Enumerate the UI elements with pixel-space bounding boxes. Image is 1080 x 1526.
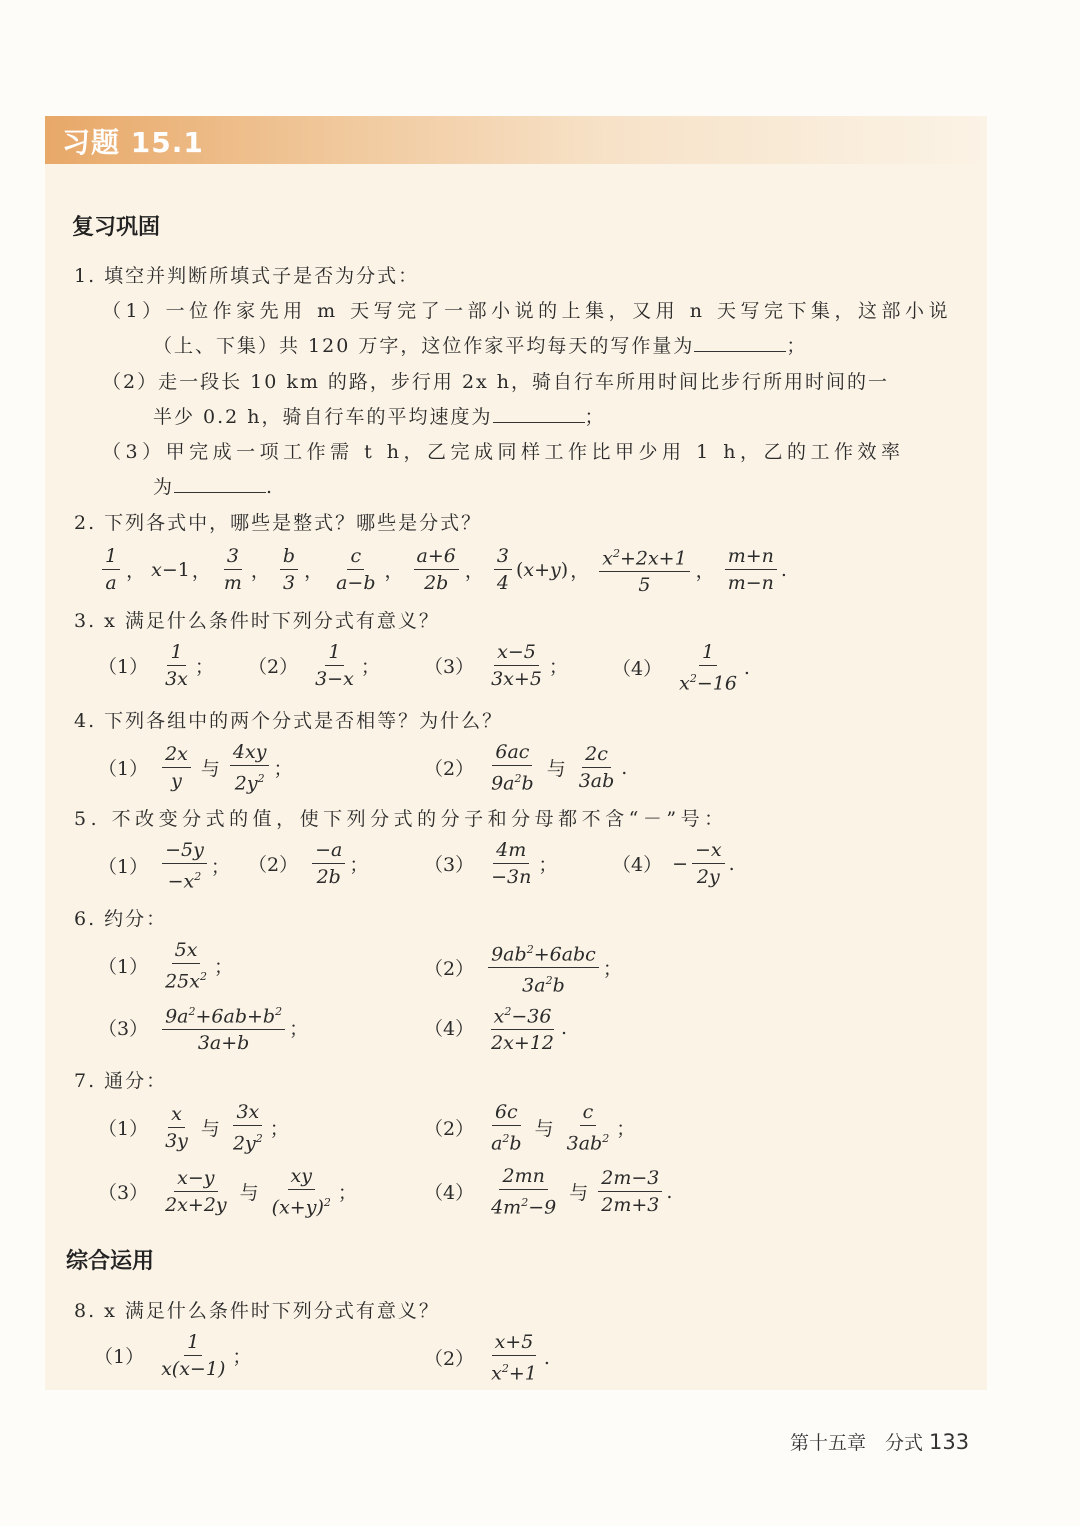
- q5-item1: （1） $\frac{-5y}{-x^2}$ ；: [98, 839, 230, 893]
- q1-part3-line1: （3）甲完成一项工作需 t h，乙完成同样工作比甲少用 1 h，乙的工作效率: [102, 441, 905, 463]
- q6-item2: （2） $\frac{9ab^2+6abc}{3a^2b}$ ；: [424, 938, 622, 998]
- page-number: 133: [929, 1430, 970, 1454]
- q7-stem: 7. 通分：: [74, 1070, 168, 1092]
- q5-item2: （2） $\frac{-a}{2b}$ ；: [248, 839, 369, 888]
- q2-stem: 2. 下列各式中，哪些是整式？哪些是分式？: [74, 512, 483, 534]
- q6-item4: （4） $\frac{x^2-36}{2x+12}$ .: [424, 1000, 567, 1055]
- section-apply-heading: 综合运用: [66, 1249, 155, 1274]
- q1-part2-line1: （2）走一段长 10 km 的路，步行用 2x h，骑自行车所用时间比步行所用时间的一: [102, 371, 890, 393]
- page-footer: [790, 1428, 969, 1455]
- q6-item3: （3） $\frac{9a^2+6ab+b^2}{3a+b}$ ；: [98, 1000, 308, 1055]
- q7-item1: （1） $\frac{x}{3y}$ 与 $\frac{3x}{2y^2}$ ；: [98, 1101, 289, 1155]
- q3-item3: （3） $\frac{x-5}{3x+5}$ ；: [424, 641, 568, 690]
- q4-item2: （2） $\frac{6ac}{9a^2b}$ 与 $\frac{2c}{3ab}$ .: [424, 741, 628, 795]
- q4-item1: （1） $\frac{2x}{y}$ 与 $\frac{4xy}{2y^2}$ ；: [98, 741, 293, 795]
- q1-part1-line2: （上、下集）共 120 万字，这位作家平均每天的写作量为 ；: [153, 335, 808, 357]
- q8-item1: （1） $\frac{1}{x(x-1)}$ ；: [94, 1331, 252, 1380]
- q5-item3: （3） $\frac{4m}{-3n}$ ；: [424, 839, 558, 888]
- q1-stem: 1. 填空并判断所填式子是否为分式：: [74, 265, 420, 287]
- q1-part1-line1: （1）一位作家先用 m 天写完了一部小说的上集，又用 n 天写完下集，这部小说: [102, 300, 953, 322]
- q7-item4: （4） $\frac{2mn}{4m^2-9}$ 与 $\frac{2m-3}{2m+3}$ .: [424, 1165, 673, 1219]
- q7-item3: （3） $\frac{x-y}{2x+2y}$ 与 $\frac{xy}{(x+y)^2}$ ；: [98, 1165, 357, 1219]
- q1-part3-line2: 为 .: [153, 476, 275, 498]
- q7-item2: （2） $\frac{6c}{a^2b}$ 与 $\frac{c}{3ab^2}$ ；: [424, 1101, 636, 1155]
- q1-part2-line2: 半少 0.2 h，骑自行车的平均速度为 ；: [153, 406, 606, 428]
- q3-item2: （2） $\frac{1}{3-x}$ ；: [248, 641, 380, 690]
- section-review-heading: 复习巩固: [72, 215, 161, 240]
- q4-stem: 4. 下列各组中的两个分式是否相等？为什么？: [74, 710, 504, 732]
- q8-item2: （2） $\frac{x+5}{x^2+1}$ .: [424, 1331, 550, 1385]
- q5-item4: （4） − $\frac{-x}{2y}$ .: [612, 839, 735, 888]
- exercise-title: 习题 15.1: [62, 126, 204, 159]
- q2-expressions: $\frac{1}{a}$ ， x −1 ， $\frac{3}{m}$ ， $\frac{b}{3}$ ， $\frac{c}{a-b}$ ， $\frac{a+6}{2b}$ ， $\frac{3}{4}$ ( x + y ) ， $\frac{x^2+2x+1}{5}$ ， $\frac{m+n}{m-n}$ .: [98, 542, 787, 597]
- q6-item1: （1） $\frac{5x}{25x^2}$ ；: [98, 939, 234, 993]
- q5-stem: 5. 不改变分式的值，使下列分式的分子和分母都不含“－”号：: [74, 808, 728, 830]
- chapter-label: 第十五章 分式: [790, 1432, 924, 1454]
- q3-item4: （4） $\frac{1}{x^2-16}$ .: [612, 641, 750, 695]
- q6-stem: 6. 约分：: [74, 908, 168, 930]
- q3-item1: （1） $\frac{1}{3x}$ ；: [98, 641, 214, 690]
- q3-stem: 3. x 满足什么条件时下列分式有意义？: [74, 610, 440, 632]
- q8-stem: 8. x 满足什么条件时下列分式有意义？: [74, 1300, 440, 1322]
